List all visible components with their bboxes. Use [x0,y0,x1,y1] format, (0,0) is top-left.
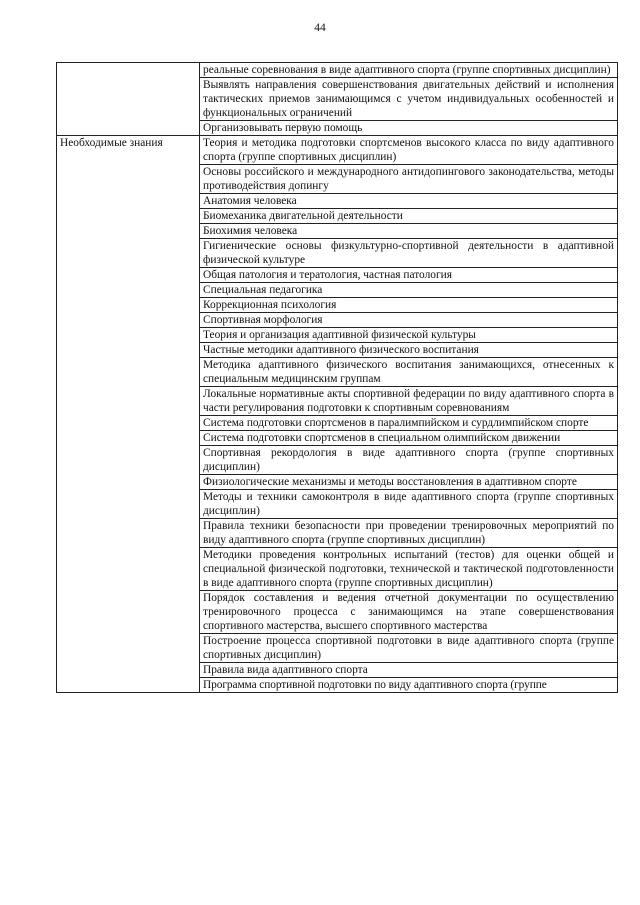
table-cell: реальные соревнования в виде адаптивного спорта (группе спортивных дисциплин) [200,63,618,78]
table-cell: Программа спортивной подготовки по виду адаптивного спорта (группе [200,678,618,693]
table-cell: Правила вида адаптивного спорта [200,663,618,678]
table-cell: Спортивная морфология [200,313,618,328]
table-cell: Физиологические механизмы и методы восстановления в адаптивном спорте [200,475,618,490]
empty-label-cell [57,63,200,136]
table-cell: Биомеханика двигательной деятельности [200,209,618,224]
section-label: Необходимые знания [57,136,200,693]
table-cell: Теория и организация адаптивной физической культуры [200,328,618,343]
table-cell: Гигиенические основы физкультурно-спортивной деятельности в адаптивной физической культуре [200,239,618,268]
table-cell: Порядок составления и ведения отчетной документации по осуществлению тренировочного процесса с занимающимся на этапе совершенствования спортивного мастерства, высшего спортивного мастерства [200,591,618,634]
table-cell: Анатомия человека [200,194,618,209]
table-cell: Биохимия человека [200,224,618,239]
table-cell: Локальные нормативные акты спортивной федерации по виду адаптивного спорта в части регулирования подготовки к спортивным соревнованиям [200,387,618,416]
table-cell: Основы российского и международного антидопингового законодательства, методы противодействия допингу [200,165,618,194]
table-cell: Система подготовки спортсменов в специальном олимпийском движении [200,431,618,446]
table-cell: Организовывать первую помощь [200,121,618,136]
table-cell: Спортивная рекордология в виде адаптивного спорта (группе спортивных дисциплин) [200,446,618,475]
table-cell: Теория и методика подготовки спортсменов высокого класса по виду адаптивного спорта (группе спортивных дисциплин) [200,136,618,165]
table-cell: Система подготовки спортсменов в паралимпийском и сурдлимпийском спорте [200,416,618,431]
table-cell: Правила техники безопасности при проведении тренировочных мероприятий по виду адаптивного спорта (группе спортивных дисциплин) [200,519,618,548]
table-cell: Коррекционная психология [200,298,618,313]
table-cell: Построение процесса спортивной подготовки в виде адаптивного спорта (группе спортивных дисциплин) [200,634,618,663]
table-cell: Общая патология и тератология, частная патология [200,268,618,283]
page-number: 44 [314,22,326,34]
table-cell: Методы и техники самоконтроля в виде адаптивного спорта (группе спортивных дисциплин) [200,490,618,519]
table-row [57,63,618,78]
table-cell: Специальная педагогика [200,283,618,298]
table-cell: Выявлять направления совершенствования двигательных действий и исполнения тактических приемов занимающимся с учетом индивидуальных особенностей и функциональных ограничений [200,78,618,121]
requirements-table [56,62,618,693]
table-row [57,136,618,165]
table-cell: Методики проведения контрольных испытаний (тестов) для оценки общей и специальной физической подготовки, технической и тактической подготовленности в виде адаптивного спорта (группе спортивных дисциплин) [200,548,618,591]
table-cell: Методика адаптивного физического воспитания занимающихся, отнесенных к специальным медицинским группам [200,358,618,387]
table-cell: Частные методики адаптивного физического воспитания [200,343,618,358]
